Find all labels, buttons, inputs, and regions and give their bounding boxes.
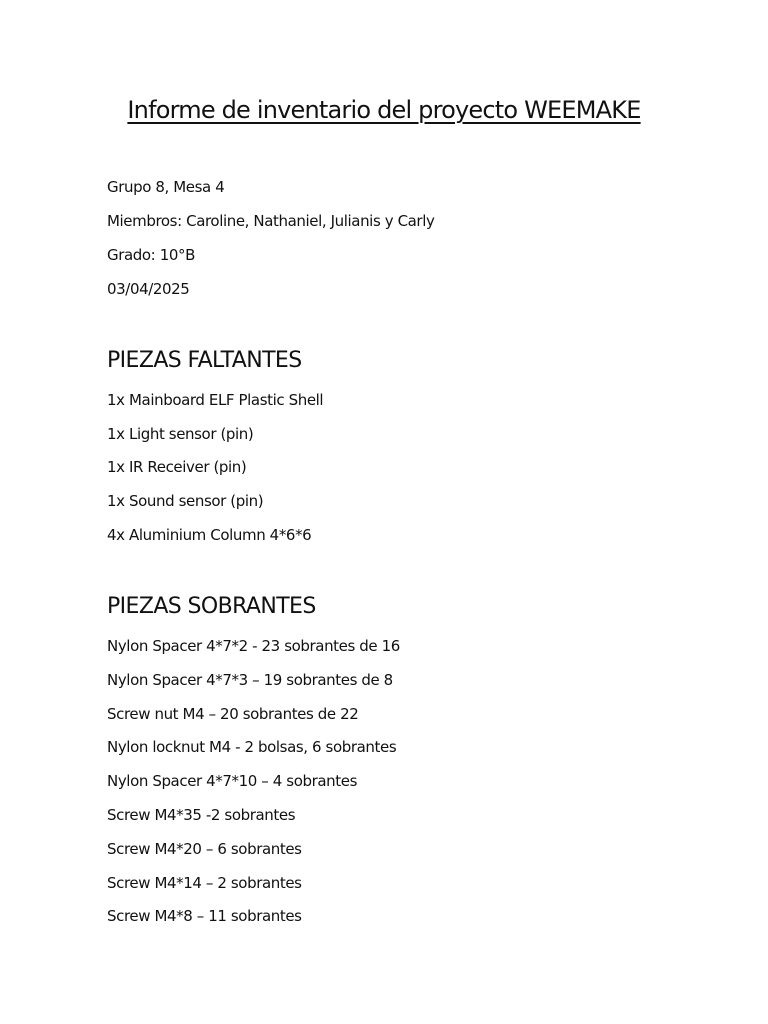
surplus-item: Nylon Spacer 4*7*10 – 4 sobrantes — [107, 772, 357, 790]
missing-item: 1x Light sensor (pin) — [107, 425, 254, 443]
group-info: Grupo 8, Mesa 4 — [107, 178, 225, 196]
missing-item: 1x Mainboard ELF Plastic Shell — [107, 391, 324, 409]
surplus-item: Nylon Spacer 4*7*2 - 23 sobrantes de 16 — [107, 637, 400, 655]
missing-item: 1x IR Receiver (pin) — [107, 458, 247, 476]
surplus-item: Screw M4*8 – 11 sobrantes — [107, 907, 302, 925]
surplus-item: Screw M4*14 – 2 sobrantes — [107, 874, 302, 892]
surplus-parts-heading: PIEZAS SOBRANTES — [107, 594, 316, 619]
surplus-item: Screw nut M4 – 20 sobrantes de 22 — [107, 705, 359, 723]
report-date: 03/04/2025 — [107, 280, 190, 298]
missing-item: 4x Aluminium Column 4*6*6 — [107, 526, 312, 544]
missing-item: 1x Sound sensor (pin) — [107, 492, 264, 510]
surplus-item: Screw M4*35 -2 sobrantes — [107, 806, 296, 824]
surplus-item: Screw M4*20 – 6 sobrantes — [107, 840, 302, 858]
missing-parts-heading: PIEZAS FALTANTES — [107, 348, 302, 373]
grade-info: Grado: 10°B — [107, 246, 195, 264]
surplus-item: Nylon locknut M4 - 2 bolsas, 6 sobrantes — [107, 738, 397, 756]
document-title: Informe de inventario del proyecto WEEMAKE — [127, 96, 641, 124]
members-info: Miembros: Caroline, Nathaniel, Julianis y Carly — [107, 212, 435, 230]
surplus-item: Nylon Spacer 4*7*3 – 19 sobrantes de 8 — [107, 671, 393, 689]
